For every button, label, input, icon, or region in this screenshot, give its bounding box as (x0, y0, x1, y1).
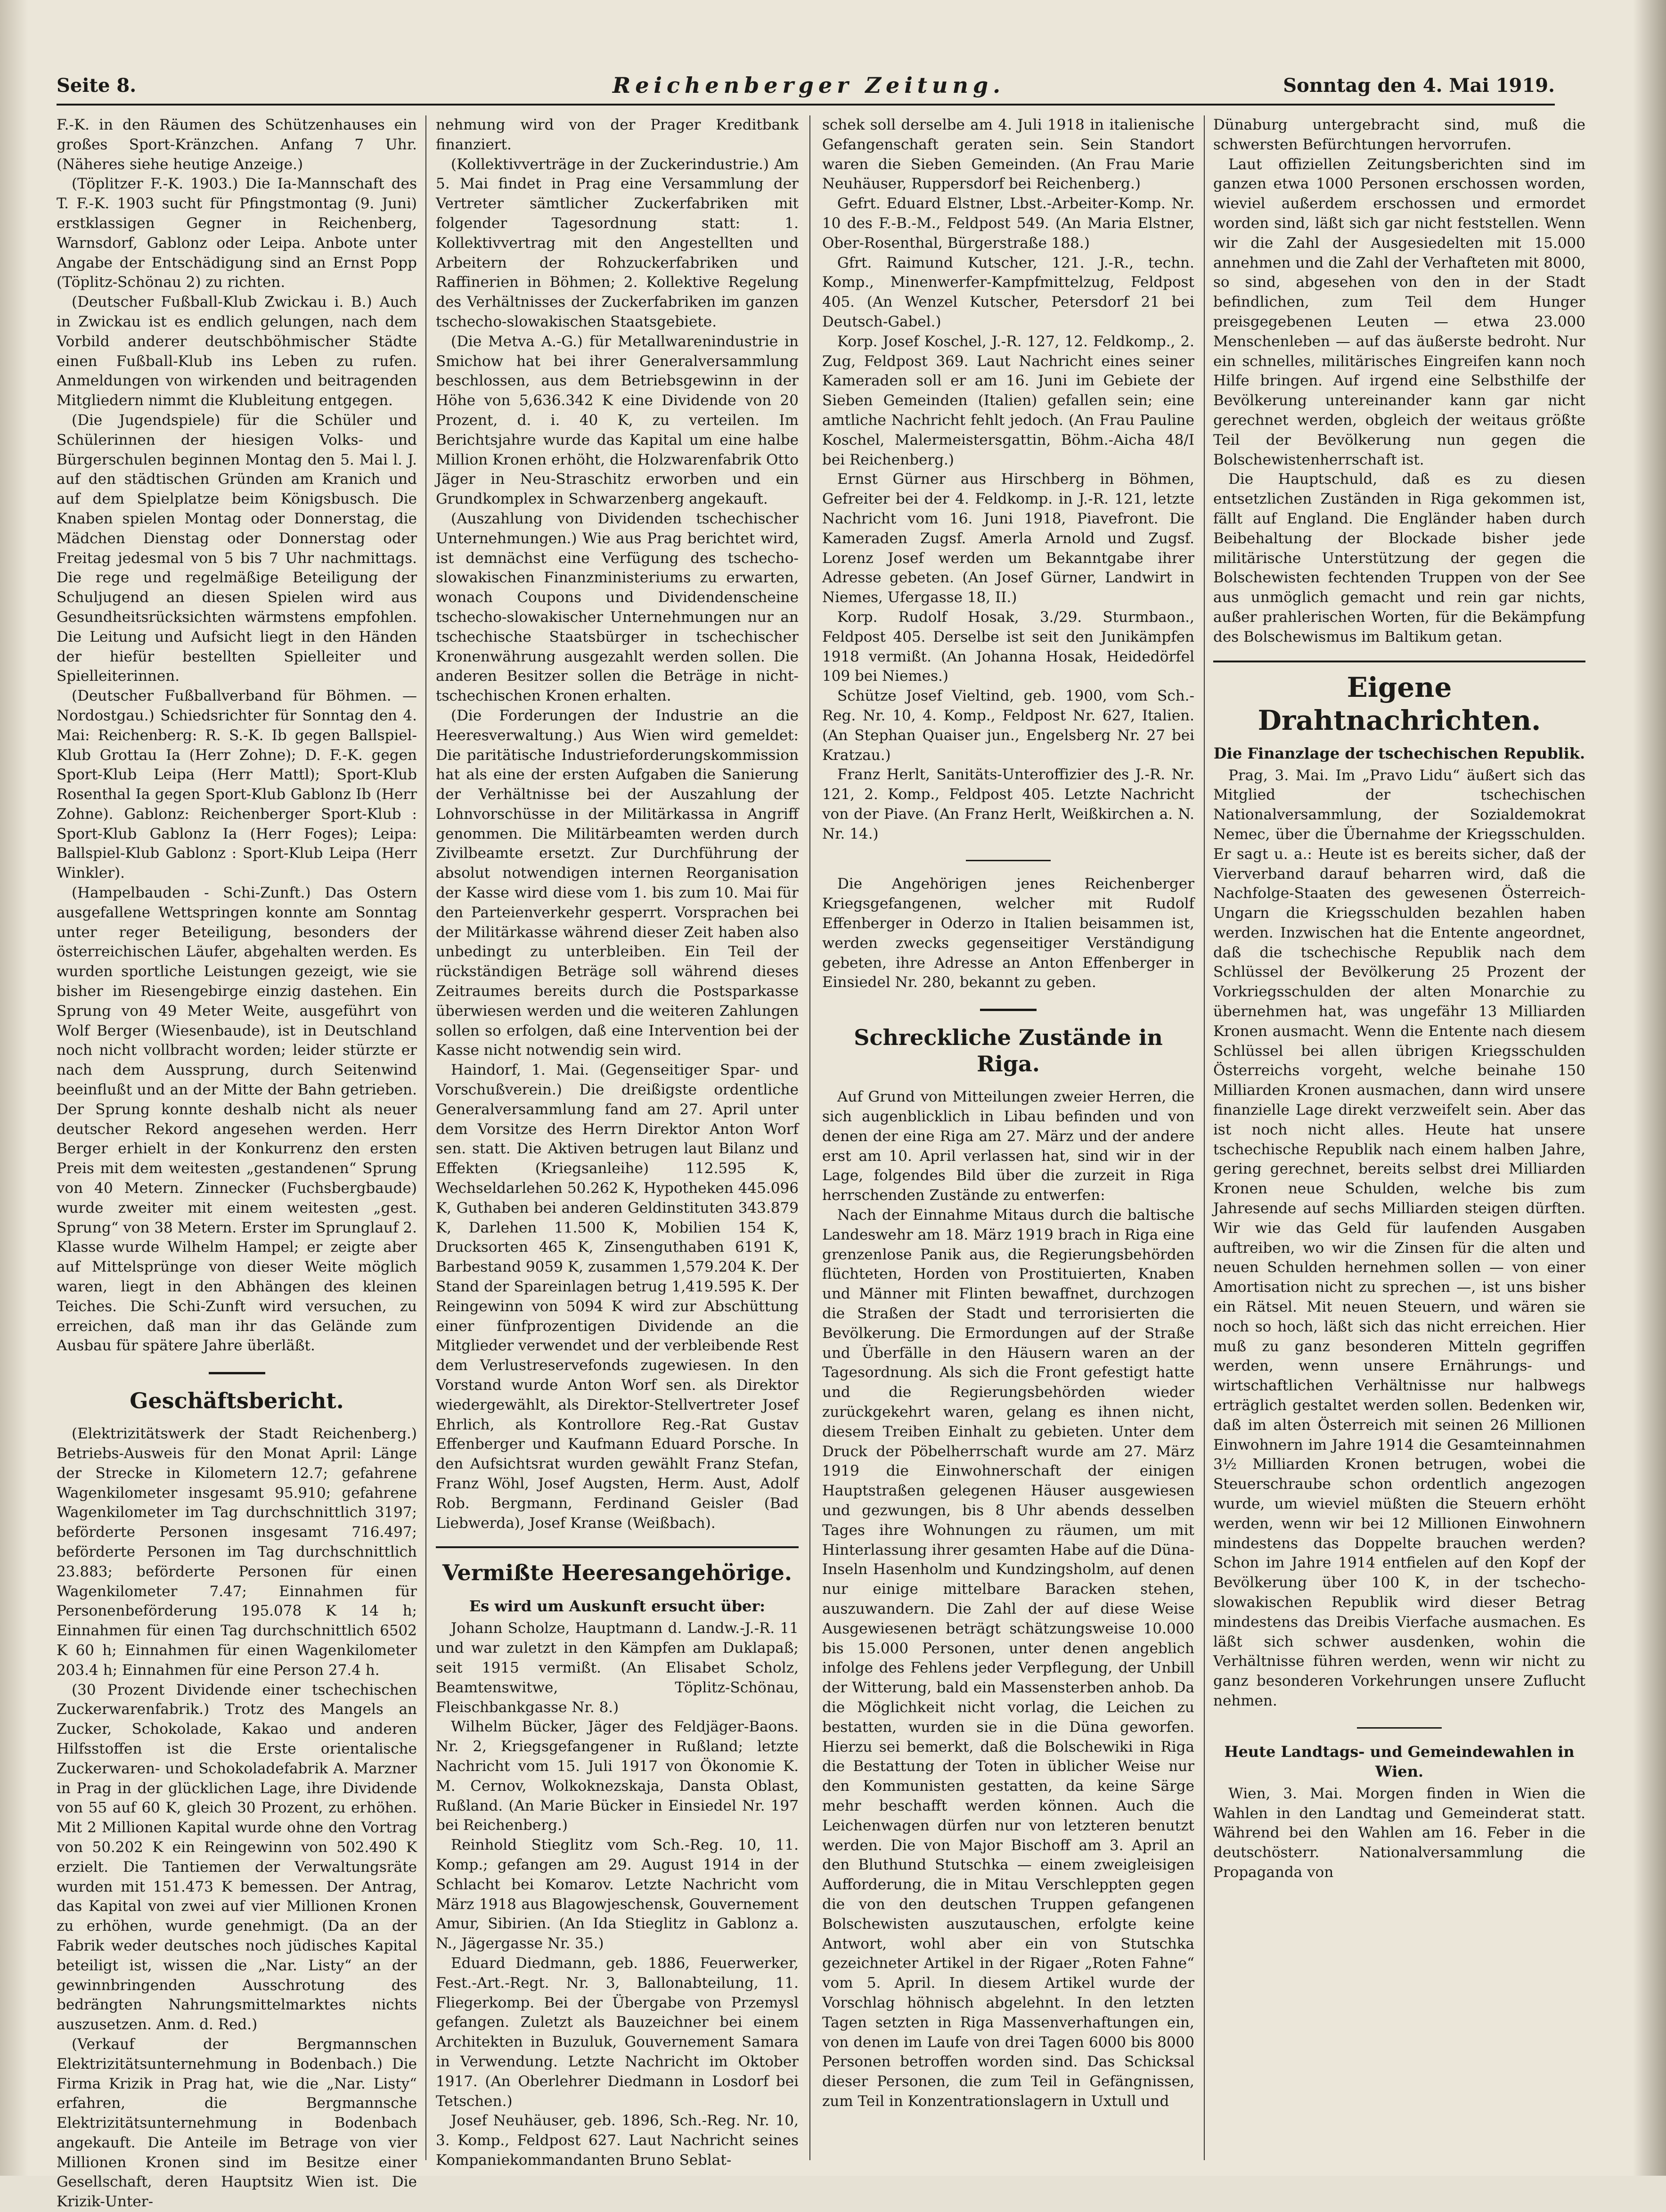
news-item: (30 Prozent Dividende einer tschechischen Zuckerwarenfabrik.) Trotz des Mangels an Zucker, Schokolade, Kakao und anderen Hilfsstoffen ist die Erste orientalische Zuckerwaren- und Schokoladefabrik A. Marzner in Prag in der glücklichen Lage, ihre Dividende von 55 auf 60 K, gleich 30 Prozent, zu erhöhen. Mit 2 Millionen Kapital wurde ohne den Vortrag von 50.202 K ein Reingewinn von 502.490 K erzielt. Die Tantiemen der Verwaltungsräte wurden mit 151.473 K bemessen. Der Antrag, das Kapital von zwei auf vier Millionen Kronen zu erhöhen, wurde genehmigt. (Da an der Fabrik weder deutsches noch jüdisches Kapital beteiligt ist, wissen die „Nar. Listy“ an der gewinnbringenden Ausschrotung des bedrängten Nahrungsmittelmarktes nichts auszusetzen. Anm. d. Red.) (57, 1681, 417, 2033)
news-item: Haindorf, 1. Mai. (Gegenseitiger Spar- und Vorschußverein.) Die dreißigste ordentliche Generalversammlung fand am 27. April unter dem Vorsitze des Herrn Direktor Anton Worf sen. statt. Die Aktiven betrugen laut Bilanz und Effekten (Kriegsanleihe) 112.595 K, Wechseldarlehen 50.262 K, Hypotheken 445.096 K, Guthaben bei anderen Geldinstituten 343.879 K, Darlehen 11.500 K, Mobilien 154 K, Drucksorten 465 K, Zinsenguthaben 6191 K, Barbestand 9059 K, zusammen 1,579.204 K. Der Stand der Spareinlagen betrug 1,419.595 K. Der Reingewinn von 5094 K wird zur Abschüttung einer fünfprozentigen Dividende an die Mitglieder verwendet und der verbleibende Rest dem Verlustreservefonds zugewiesen. In den Vorstand wurde Anton Worf sen. als Direktor wiedergewählt, als Direktor-Stellvertreter Josef Ehrlich, als Kontrollore Reg.-Rat Gustav Effenberger und Kaufmann Eduard Porsche. In den Aufsichtsrat wurden gewählt Franz Stefan, Franz Wöhl, Josef Augsten, Herm. Aust, Adolf Rob. Bergmann, Ferdinand Geisler (Bad Liebwerda), Josef Kranse (Weißbach). (436, 1061, 799, 1532)
section-heading-drahtnachrichten: Eigene Drahtnachrichten. (1258, 671, 1541, 736)
article-paragraph: Nach der Einnahme Mitaus durch die baltische Landeswehr am 18. März 1919 brach in Riga eine grenzenlose Panik aus, die Regierungsbehörden flüchteten, Horden von Prostituierten, Knaben und Männer mit Flinten bewaffnet, durchzogen die Straßen der Stadt und terrorisierten die Bevölkerung. Die Ermordungen auf der Straße und Überfälle in den Häusern waren an der Tagesordnung. Als sich die Front gefestigt hatte und die Regierungsbehörden wieder zurückgekehrt waren, gelang es ihnen nicht, diesem Treiben Einhalt zu gebieten. Unter dem Druck der Pöbelherrschaft wurde am 27. März 1919 die Einwohnerschaft der einigen Hauptstraßen gelegenen Häuser ausgewiesen und gezwungen, bis 8 Uhr abends desselben Tages ihre Wohnungen zu räumen, um mit Hinterlassung ihrer gesamten Habe auf die Düna-Inseln Hasenholm und Kundzingsholm, auf denen nur einige mittelbare Baracken stehen, auszuwandern. Die Zahl der auf diese Weise Ausgewiesenen beträgt schätzungsweise 10.000 bis 15.000 Personen, unter denen angeblich infolge des Fehlens jeder Verpflegung, der Unbill der Witterung, bald ein Massensterben anhob. Da die Möglichkeit nicht vorlag, die Leichen zu bestatten, wurden sie in die Düna geworfen. Hierzu sei bemerkt, daß die Bolschewiki in Riga die Bestattung der Toten in üblicher Weise nur den Kommunisten gestatten, da keine Särge mehr beschafft werden können. Auch die Leichenwagen dürfen nur von letzteren benutzt werden. Die von Major Bischoff am 3. April an den Bluthund Stutschka — einem zweigleisigen Aufforderung, die in Mitau Verschleppten gegen die von den deutschen Truppen gefangenen Bolschewisten auszutauschen, erfolgte keine Antwort, wohl aber ein von Stutschka gezeichneter Artikel in der Rigaer „Roten Fahne“ vom 5. April. In diesem Artikel wurde der Vorschlag höhnisch abgelehnt. In den letzten Tagen setzten in Riga Massenverhaftungen ein, von denen im Laufe von drei Tagen 6000 bis 8000 Personen betroffen worden sind. Das Schicksal dieser Personen, die zum Teil in Gefängnissen, zum Teil in Konzentrationslagern in Uxtull und (822, 1207, 1194, 2110)
section-subheading: Es wird um Auskunft ersucht über: (469, 1597, 766, 1616)
news-item: F.-K. in den Räumen des Schützenhauses ein großes Sport-Kränzchen. Anfang 7 Uhr. (Näheres siehe heutige Anzeige.) (57, 116, 417, 173)
article-paragraph: Prag, 3. Mai. Im „Pravo Lidu“ äußert sich das Mitglied der tschechischen Nationalversammlung, der Sozialdemokrat Nemec, über die Übernahme der Kriegsschulden. Er sagt u. a.: Heute ist es bereits sicher, daß der Vierverband darauf beharren wird, daß die Nachfolge-Staaten des gewesenen Österreich-Ungarn die Kriegsschulden bezahlen haben werden. Inzwischen hat die Entente angeordnet, daß die tschechische Republik nach dem Schlüssel der Bevölkerung 25 Prozent der Vorkriegsschulden der alten Monarchie zu übernehmen hat, was ungefähr 13 Milliarden Kronen ausmacht. Wenn die Entente nach diesem Schlüssel bei allen übrigen Kriegsschulden Österreichs vorgeht, welche beinahe 150 Milliarden Kronen ausmachen, dann wird unsere finanzielle Lage direkt verzweifelt sein. Aber das ist noch nicht alles. Heute hat unsere tschechische Republik nach einem halben Jahre, gering gerechnet, bereits selbst drei Milliarden Kronen neue Schulden, welche bis zum Jahresende auf sechs Milliarden steigen dürften. Wir wie das Geld für laufenden Ausgaben auftreiben, wo wir die Zinsen für die alten und neuen Schulden hernehmen sollen — von einer Amortisation nicht zu sprechen —, ist uns bisher ein Rätsel. Mit neuen Steuern, und wären sie noch so hoch, läßt sich das nicht erreichen. Hier muß zu ganz besonderen Mitteln gegriffen werden, wenn unsere Ernährungs- und wirtschaftlichen Verhältnisse nur halbwegs erträglich gestaltet werden sollen. Bedenken wir, daß im alten Österreich mit seinen 26 Millionen Einwohnern im Jahre 1914 die Gesamteinnahmen 3½ Milliarden Kronen betrugen, wobei die Steuerschraube schon ordentlich angezogen wurde, um wieviel müßten die Steuern erhöht werden, wenn wir bei 12 Millionen Einwohnern mindestens das Doppelte brauchen werden? Schon im Jahre 1914 entfielen auf den Kopf der Bevölkerung über 100 K, in der tschecho-slowakischen Republik wird dieser Betrag mindestens das Dreibis Vierfache ausmachen. Es läßt sich schwer ausdenken, wohin die Verhältnisse führen werden, wenn wir nicht zu ganz besonderen Vorkehrungen unsere Zuflucht nehmen. (1213, 767, 1585, 1709)
page-fold-right (1633, 0, 1666, 2176)
newspaper-title: Reichenberger Zeitung. (612, 73, 1005, 98)
missing-person-entry: Schütze Josef Vieltind, geb. 1900, vom Sch.-Reg. Nr. 10, 4. Komp., Feldpost Nr. 627, Italien. (An Stephan Quaiser jun., Engelsberg Nr. 27 bei Kratzau.) (822, 687, 1194, 764)
missing-person-entry: Ernst Gürner aus Hirschberg in Böhmen, Gefreiter bei der 4. Feldkomp. in J.-R. 121, letzte Nachricht vom 16. Juni 1918, Piavefront. Die Kameraden Zugsf. Amerla Arnold und Zugsf. Lorenz Josef werden um Bekanntgabe ihrer Adresse gebeten. (An Josef Gürner, Landwirt in Niemes, Ufergasse 18, II.) (822, 471, 1194, 606)
news-item: (Die Jugendspiele) für die Schüler und Schülerinnen der hiesigen Volks- und Bürgerschulen beginnen Montag den 5. Mai l. J. auf den städtischen Gründen am Kranich und auf dem Spielplatze beim Königsbusch. Die Knaben spielen Montag oder Donnerstag, die Mädchen Dienstag oder Donnerstag oder Freitag jedesmal von 5 bis 7 Uhr nachmittags. Die rege und regelmäßige Beteiligung der Schuljugend an diesen Spielen wird aus Gesundheitsrücksichten wärmstens empfohlen. Die Leitung und Aufsicht liegt in den Händen der hiefür bestellten Spielleiter und Spielleiterinnen. (57, 411, 417, 685)
news-item: (Die Forderungen der Industrie an die Heeresverwaltung.) Aus Wien wird gemeldet: Die paritätische Industrieforderungskommission hat als eine der ersten Aufgaben die Sanierung der Verhältnisse bei der Auszahlung der Lohnvorschüsse in der Militärkassa in Angriff genommen. Die Militärbeamten werden durch Zivilbeamte ersetzt. Zur Durchführung der absolut notwendigen internen Reorganisation der Kasse wird diese vom 1. bis zum 10. Mai für den Parteienverkehr gesperrt. Vorsprachen bei der Militärkasse während dieser Zeit haben also unbedingt zu unterbleiben. Ein Teil der rückständigen Beträge soll während dieses Zeitraumes bereits durch die Postsparkasse überwiesen werden und die weiteren Zahlungen sollen so erfolgen, daß eine Intervention bei der Kasse nicht notwendig sein wird. (436, 707, 799, 1059)
news-item: (Die Metva A.-G.) für Metallwarenindustrie in Smichow hat bei ihrer Generalversammlung beschlossen, aus dem Betriebsgewinn in der Höhe von 5,636.342 K eine Dividende von 20 Prozent, d. i. 40 K, zu verteilen. Im Berichtsjahre wurde das Kapital um eine halbe Million Kronen erhöht, die Holzwarenfabrik Otto Jäger in Neu-Straschitz erworben und ein Grundkomplex in Schwarzenberg angekauft. (436, 333, 799, 508)
missing-person-entry: Gfrt. Raimund Kutscher, 121. J.-R., techn. Komp., Minenwerfer-Kampfmittelzug, Feldpost 405. (An Wenzel Kutscher, Petersdorf 21 bei Deutsch-Gabel.) (822, 254, 1194, 330)
missing-person-entry: Wilhelm Bücker, Jäger des Feldjäger-Baons. Nr. 2, Kriegsgefangener in Rußland; letzte Nachricht vom 15. Juli 1917 von Ökonomie K. M. Cernov, Wolkoknezskaja, Dansta Oblast, Rußland. (An Marie Bücker in Einsiedel Nr. 197 bei Reichenberg.) (436, 1718, 799, 1834)
section-separator (436, 1546, 799, 1548)
column-3 (822, 115, 1194, 2155)
news-item: (Töplitzer F.-K. 1903.) Die Ia-Mannschaft des T. F.-K. 1903 sucht für Pfingstmontag (9. Juni) erstklassigen Gegner in Reichenberg, Warnsdorf, Gablonz oder Leipa. Anbote unter Angabe der Entschädigung sind an Ernst Popp (Töplitz-Schönau 2) zu richten. (57, 175, 417, 291)
section-heading-vermisste: Vermißte Heeresangehörige. (442, 1560, 792, 1586)
issue-date: Sonntag den 4. Mai 1919. (1283, 74, 1555, 97)
column-1 (57, 115, 417, 2211)
section-heading-geschaeftsbericht: Geschäftsbericht. (130, 1388, 344, 1414)
news-item: (Kollektivverträge in der Zuckerindustrie.) Am 5. Mai findet in Prag eine Versammlung der Vertreter sämtlicher Zuckerfabriken mit folgender Tagesordnung statt: 1. Kollektivvertrag mit den Angestellten und Arbeitern der Rohzuckerfabriken und Raffinerien in Böhmen; 2. Kollektive Regelung des Verhältnisses der Zuckerfabriken im ganzen tschecho-slowakischen Staatsgebiete. (436, 155, 799, 330)
section-separator (1357, 1727, 1442, 1729)
section-separator (980, 1009, 1037, 1011)
missing-person-entry: Gefrt. Eduard Elstner, Lbst.-Arbeiter-Komp. Nr. 10 des F.-B.-M., Feldpost 549. (An Maria Elstner, Ober-Rosenthal, Bürgerstraße 188.) (822, 195, 1194, 252)
article-heading-finanzlage: Die Finanzlage der tschechischen Republik. (1213, 744, 1585, 762)
article-paragraph: Wien, 3. Mai. Morgen finden in Wien die Wahlen in den Landtag und Gemeinderat statt. Während bei den Wahlen am 16. Feber in die deutschösterr. Nationalversammlung die Propaganda von (1213, 1785, 1585, 1881)
news-item: (Deutscher Fußball-Klub Zwickau i. B.) Auch in Zwickau ist es endlich gelungen, nach dem Vorbild anderer deutschböhmischer Städte einen Fußball-Klub ins Leben zu rufen. Anmeldungen von wirkenden und beitragenden Mitgliedern nimmt die Klubleitung entgegen. (57, 294, 417, 409)
article-paragraph: Auf Grund von Mitteilungen zweier Herren, die sich augenblicklich in Libau befinden und von denen der eine Riga am 27. März und der andere erst am 10. April verlassen hat, sind wir in der Lage, folgendes Bild über die zurzeit in Riga herrschenden Zustände zu entwerfen: (822, 1088, 1194, 1204)
column-2 (436, 115, 799, 2169)
missing-person-entry: Johann Scholze, Hauptmann d. Landw.-J.-R. 11 und war zuletzt in den Kämpfen am Duklapaß; seit 1915 vermißt. (An Elisabet Scholz, Beamtenswitwe, Töplitz-Schönau, Fleischbankgasse Nr. 8.) (436, 1620, 799, 1716)
section-separator (966, 860, 1051, 861)
article-paragraph: Dünaburg untergebracht sind, muß die schwersten Befürchtungen hervorrufen. (1213, 116, 1585, 153)
missing-person-entry: Eduard Diedmann, geb. 1886, Feuerwerker, Fest.-Art.-Regt. Nr. 3, Ballonabteilung, 11. Fliegerkomp. Bei der Übergabe von Przemysl gefangen. Zuletzt als Bauzeichner bei einem Architekten in Buzuluk, Gouvernement Samara in Verwendung. Letzte Nachricht im Oktober 1917. (An Oberlehrer Diedmann in Losdorf bei Tetschen.) (436, 1954, 799, 2110)
news-item: (Auszahlung von Dividenden tschechischer Unternehmungen.) Wie aus Prag berichtet wird, ist demnächst eine Verfügung des tschecho-slowakischen Finanzministeriums zu erwarten, wonach Coupons und Dividendenscheine tschecho-slowakischer Unternehmungen nur an tschechische Staatsbürger in tschechischer Kronenwährung ausgezahlt werden sollen. Die anderen Besitzer sollen die Beträge in nicht-tschechischen Kronen erhalten. (436, 510, 799, 705)
section-separator (1213, 661, 1585, 662)
missing-person-entry: Reinhold Stieglitz vom Sch.-Reg. 10, 11. Komp.; gefangen am 29. August 1914 in der Schlacht bei Komarov. Letzte Nachricht vom März 1918 aus Blagowjeschensk, Gouvernement Amur, Sibirien. (An Ida Stieglitz in Gablonz a. N., Jägergasse Nr. 35.) (436, 1837, 799, 1952)
section-heading-riga: Schreckliche Zustände in Riga. (854, 1025, 1163, 1077)
missing-person-entry: Franz Herlt, Sanitäts-Unteroffizier des J.-R. Nr. 121, 2. Komp., Feldpost 405. Letzte Nachricht von der Piave. (An Franz Herlt, Weißkirchen a. N. Nr. 14.) (822, 766, 1194, 842)
missing-person-entry: Josef Neuhäuser, geb. 1896, Sch.-Reg. Nr. 10, 3. Komp., Feldpost 627. Laut Nachricht seines Kompaniekommandanten Bruno Seblat- (436, 2112, 799, 2169)
column-rule (1204, 115, 1205, 2160)
news-item: (Elektrizitätswerk der Stadt Reichenberg.) Betriebs-Ausweis für den Monat April: Länge der Strecke in Kilometern 12.7; gefahrene Wagenkilometer insgesamt 95.910; gefahrene Wagenkilometer im Tag durchschnittlich 3197; beförderte Personen insgesamt 716.497; beförderte Personen im Tag durchschnittlich 23.883; beförderte Personen für einen Wagenkilometer 7.47; Einnahmen für Personenbeförderung 195.078 K 14 h; Einnahmen für einen Tag durchschnittlich 6502 K 60 h; Einnahmen für einen Wagenkilometer 203.4 h; Einnahmen für eine Person 27.4 h. (57, 1425, 417, 1679)
news-item: (Verkauf der Bergmannschen Elektrizitätsunternehmung in Bodenbach.) Die Firma Krizik in Prag hat, wie die „Nar. Listy“ erfahren, die Bergmannsche Elektrizitätsunternehmung in Bodenbach angekauft. Die Anteile im Betrage von vier Millionen Kronen sind im Besitze einer Gesellschaft, deren Hauptsitz Wien ist. Die Krizik-Unter- (57, 2035, 417, 2211)
article-paragraph: Laut offiziellen Zeitungsberichten sind im ganzen etwa 1000 Personen erschossen worden, wieviel außerdem erschossen und ermordet worden sind, läßt sich gar nicht feststellen. Wenn wir die Zahl der Ausgesiedelten mit 15.000 annehmen und die Zahl der Verhafteten mit 8000, so sind, abgesehen von den in der Stadt befindlichen, zum Teil dem Hunger preisgegebenen Leuten — etwa 23.000 Menschenleben — auf das äußerste bedroht. Nur ein schnelles, militärisches Eingreifen kann noch Hilfe bringen. Auf irgend eine Selbsthilfe der Bevölkerung untereinander kann gar nicht gerechnet werden, obgleich der weitaus größte Teil der Bevölkerung nun gegen die Bolschewistenherrschaft ist. (1213, 155, 1585, 468)
section-separator (209, 1372, 265, 1374)
page-number: Seite 8. (57, 74, 137, 97)
page-header (57, 71, 1555, 106)
missing-person-entry: schek soll derselbe am 4. Juli 1918 in italienische Gefangenschaft geraten sein. Sein Standort waren die Sieben Gemeinden. (An Frau Marie Neuhäuser, Ruppersdorf bei Reichenberg.) (822, 116, 1194, 193)
news-item: (Deutscher Fußballverband für Böhmen. — Nordostgau.) Schiedsrichter für Sonntag den 4. Mai: Reichenberg: R. S.-K. Ib gegen Ballspiel-Klub Grottau Ia (Herr Zohne); D. F.-K. gegen Sport-Klub Leipa (Herr Mattl); Sport-Klub Rosenthal Ia gegen Sport-Klub Gablonz Ib (Herr Zohne). Gablonz: Reichenberger Sport-Klub : Sport-Klub Gablonz Ia (Herr Foges); Leipa: Ballspiel-Klub Gablonz : Sport-Klub Leipa (Herr Winkler). (57, 687, 417, 882)
news-item: (Hampelbauden - Schi-Zunft.) Das Ostern ausgefallene Wettspringen konnte am Sonntag unter reger Beteiligung, besonders der österreichischen Läufer, abgehalten werden. Es wurden sportliche Leistungen gezeigt, wie sie bisher im Riesengebirge einzig dastehen. Ein Sprung von 49 Meter Weite, ausgeführt von Wolf Berger (Wiesenbaude), ist in Deutschland noch nicht vollbracht worden; leider stürzte er nach dem Aussprung, durch Seitenwind beeinflußt und an der Mitte der Bahn getrieben. Der Sprung konnte deshalb nicht als neuer deutscher Rekord angesehen werden. Herr Berger erhielt in der Konkurrenz den ersten Preis mit dem weitesten „gestandenen“ Sprung von 40 Metern. Zinnecker (Fuchsbergbaude) wurde zweiter mit einem weitesten „gest. Sprung“ von 38 Metern. Erster im Sprunglauf 2. Klasse wurde Wilhelm Hampel; er zeigte aber auf Mittelsprünge von dieser Weite möglich waren, liegt in den Abhängen des kleinen Teiches. Die Schi-Zunft wird versuchen, zu erreichen, daß man ihr das Gelände zum Ausbau für spätere Jahre überläßt. (57, 884, 417, 1355)
column-rule (809, 115, 810, 2160)
news-item: nehmung wird von der Prager Kreditbank finanziert. (436, 116, 799, 153)
column-rule (425, 115, 426, 2160)
article-paragraph: Die Hauptschuld, daß es zu diesen entsetzlichen Zuständen in Riga gekommen ist, fällt auf England. Die Engländer haben durch Beibehaltung der Blockade bisher jede militärische Unterstützung der gegen die Bolschewisten fechtenden Truppen von der See aus unmöglich gemacht und rein gar nichts, außer prahlerischen Worten, für die Bekämpfung des Bolschewismus im Baltikum getan. (1213, 471, 1585, 645)
news-item: Die Angehörigen jenes Reichenberger Kriegsgefangenen, welcher mit Rudolf Effenberger in Oderzo in Italien beisammen ist, werden zwecks gegenseitiger Verständigung gebeten, ihre Adresse an Anton Effenberger in Einsiedel Nr. 280, bekannt zu geben. (822, 875, 1194, 991)
missing-person-entry: Korp. Rudolf Hosak, 3./29. Sturmbaon., Feldpost 405. Derselbe ist seit den Junikämpfen 1918 vermißt. (An Johanna Hosak, Heidedörfel 109 bei Niemes.) (822, 608, 1194, 685)
column-4 (1213, 115, 1585, 2155)
missing-person-entry: Korp. Josef Koschel, J.-R. 127, 12. Feldkomp., 2. Zug, Feldpost 369. Laut Nachricht eines seiner Kameraden soll er am 16. Juni im Gebiete der Sieben Gemeinden (Italien) gefallen sein; eine amtliche Nachricht fehlt jedoch. (An Frau Pauline Koschel, Malermeistersgattin, Böhm.-Aicha 48/I bei Reichenberg.) (822, 333, 1194, 468)
article-heading-wahlen: Heute Landtags- und Gemeindewahlen in Wien. (1224, 1742, 1575, 1780)
page-fold-left (0, 0, 28, 2176)
